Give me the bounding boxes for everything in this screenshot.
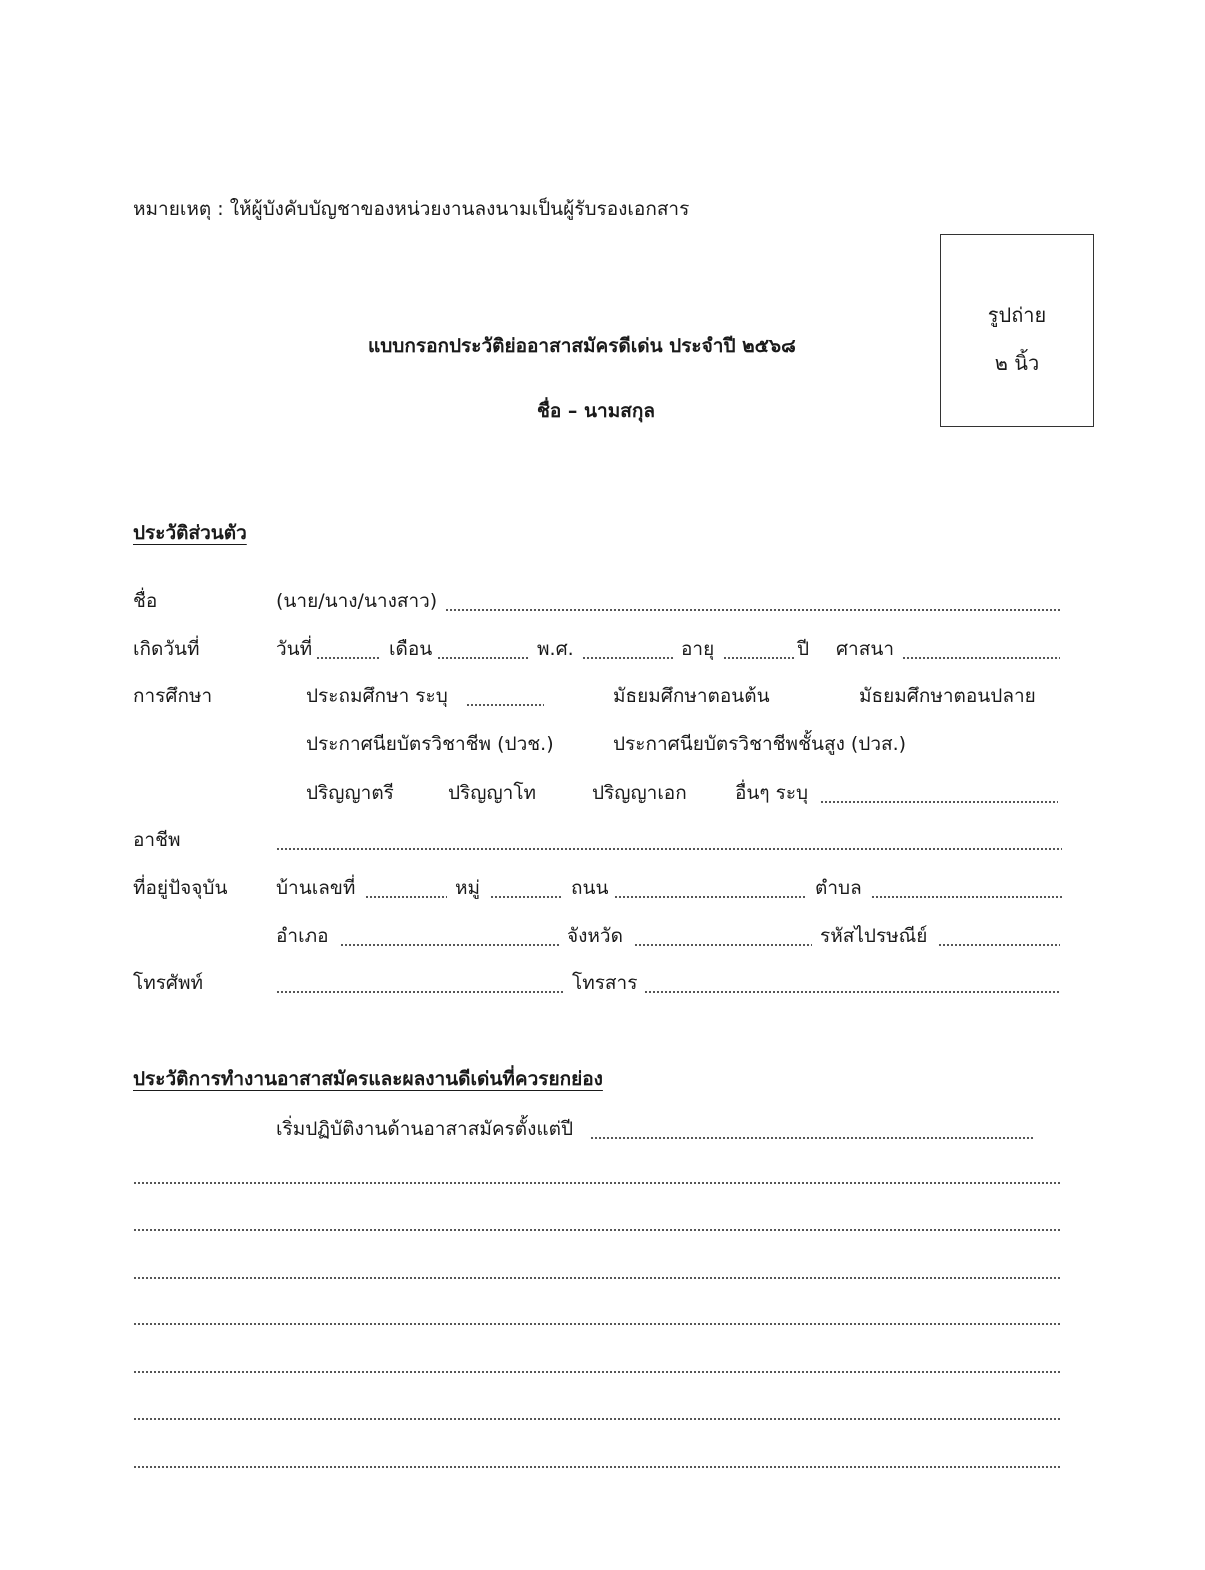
volunteer-history-line[interactable] (133, 1371, 1062, 1373)
month-field[interactable] (437, 657, 529, 659)
edu-doctorate-option[interactable]: ปริญญาเอก (592, 782, 687, 804)
house-no-label: บ้านเลขที่ (276, 877, 356, 899)
fax-field[interactable] (644, 991, 1060, 993)
start-year-field[interactable] (590, 1137, 1035, 1139)
edu-primary-field[interactable] (466, 704, 544, 706)
edu-lower-secondary-option[interactable]: มัธยมศึกษาตอนต้น (613, 685, 770, 707)
postal-code-label: รหัสไปรษณีย์ (820, 925, 928, 947)
edu-high-vocational-option[interactable]: ประกาศนียบัตรวิชาชีพชั้นสูง (ปวส.) (613, 733, 907, 755)
phone-field[interactable] (276, 991, 564, 993)
volunteer-history-line[interactable] (133, 1418, 1062, 1420)
education-label: การศึกษา (133, 685, 213, 707)
volunteer-history-line[interactable] (133, 1277, 1062, 1279)
photo-placeholder (940, 234, 1094, 427)
religion-label: ศาสนา (836, 638, 894, 660)
form-subtitle: ชื่อ – นามสกุล (537, 400, 655, 422)
age-label: อายุ (681, 638, 715, 660)
age-field[interactable] (723, 657, 795, 659)
subdistrict-label: ตำบล (815, 877, 862, 899)
edu-other-field[interactable] (820, 801, 1058, 803)
fax-label: โทรสาร (572, 972, 638, 994)
edu-other-option[interactable]: อื่นๆ ระบุ (735, 782, 809, 804)
subdistrict-field[interactable] (871, 896, 1062, 898)
start-year-label: เริ่มปฏิบัติงานด้านอาสาสมัครตั้งแต่ปี (276, 1118, 574, 1140)
age-unit: ปี (797, 638, 810, 660)
photo-label: รูปถ่าย (987, 303, 1047, 327)
section-volunteer-heading: ประวัติการทำงานอาสาสมัครและผลงานดีเด่นที่ควรยกย่อง (133, 1068, 603, 1090)
province-field[interactable] (634, 944, 812, 946)
road-field[interactable] (614, 896, 807, 898)
year-label: พ.ศ. (537, 638, 574, 660)
house-no-field[interactable] (365, 896, 447, 898)
photo-size-label: ๒ นิ้ว (994, 351, 1040, 375)
volunteer-history-line[interactable] (133, 1323, 1062, 1325)
day-label: วันที่ (276, 638, 313, 660)
volunteer-history-line[interactable] (133, 1229, 1062, 1231)
month-label: เดือน (389, 638, 433, 660)
occupation-field[interactable] (276, 848, 1062, 850)
name-label: ชื่อ (133, 590, 158, 612)
name-field[interactable] (445, 609, 1060, 611)
note-text: หมายเหตุ : ให้ผู้บังคับบัญชาของหน่วยงานลงนามเป็นผู้รับรองเอกสาร (133, 198, 690, 220)
section-personal-heading: ประวัติส่วนตัว (133, 522, 247, 544)
edu-upper-secondary-option[interactable]: มัธยมศึกษาตอนปลาย (859, 685, 1036, 707)
form-title: แบบกรอกประวัติย่ออาสาสมัครดีเด่น ประจำปี ๒๕๖๘ (368, 335, 796, 357)
name-prefix: (นาย/นาง/นางสาว) (276, 590, 438, 612)
phone-label: โทรศัพท์ (133, 972, 204, 994)
volunteer-history-line[interactable] (133, 1466, 1062, 1468)
district-label: อำเภอ (276, 925, 329, 947)
religion-field[interactable] (902, 657, 1060, 659)
volunteer-history-line[interactable] (133, 1182, 1062, 1184)
road-label: ถนน (571, 877, 609, 899)
day-field[interactable] (316, 657, 379, 659)
edu-master-option[interactable]: ปริญญาโท (448, 782, 537, 804)
moo-label: หมู่ (455, 877, 481, 899)
province-label: จังหวัด (567, 925, 623, 947)
edu-primary-option[interactable]: ประถมศึกษา ระบุ (306, 685, 448, 707)
address-label: ที่อยู่ปัจจุบัน (133, 877, 228, 899)
year-field[interactable] (582, 657, 673, 659)
occupation-label: อาชีพ (133, 829, 181, 851)
edu-bachelor-option[interactable]: ปริญญาตรี (306, 782, 394, 804)
edu-vocational-option[interactable]: ประกาศนียบัตรวิชาชีพ (ปวช.) (306, 733, 554, 755)
postal-code-field[interactable] (938, 944, 1060, 946)
birth-label: เกิดวันที่ (133, 638, 200, 660)
district-field[interactable] (340, 944, 559, 946)
moo-field[interactable] (490, 896, 563, 898)
